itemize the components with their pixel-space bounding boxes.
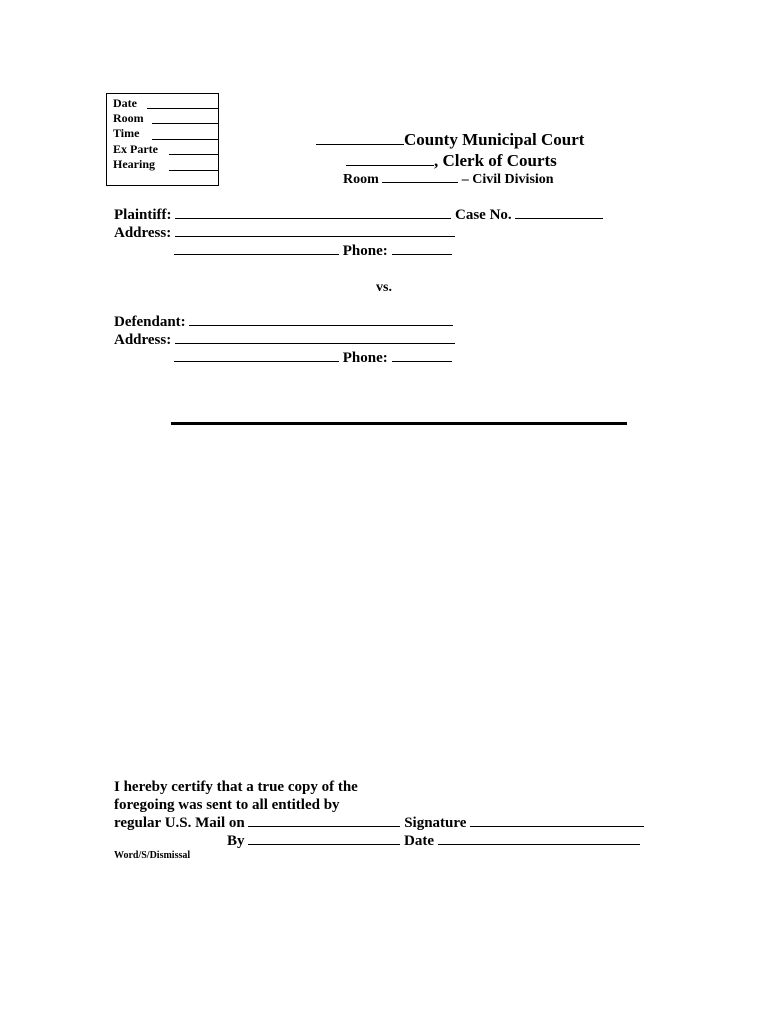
- signature-blank[interactable]: [470, 825, 644, 827]
- date-label: Date: [404, 833, 435, 849]
- defendant-phone-label: Phone:: [342, 350, 388, 366]
- time-blank[interactable]: [152, 139, 219, 140]
- defendant-address-line: [114, 332, 455, 349]
- plaintiff-phone-blank[interactable]: [392, 253, 452, 255]
- mail-date-blank[interactable]: [248, 825, 400, 827]
- county-blank[interactable]: [316, 143, 404, 145]
- plaintiff-address-line: [114, 225, 455, 242]
- defendant-line: [114, 314, 453, 331]
- ex-parte-label: Ex Parte: [113, 142, 158, 156]
- date-blank[interactable]: [147, 108, 219, 109]
- defendant-address-blank[interactable]: [175, 342, 455, 344]
- signature-label: Signature: [404, 815, 467, 831]
- plaintiff-label: Plaintiff:: [114, 207, 172, 223]
- case-number-blank[interactable]: [515, 217, 603, 219]
- court-name: County Municipal Court: [404, 130, 585, 149]
- case-no-label: Case No.: [455, 207, 512, 223]
- room-label: Room: [343, 172, 379, 187]
- defendant-address2-blank[interactable]: [174, 360, 339, 362]
- hearing-label: Hearing: [113, 157, 155, 171]
- room-blank[interactable]: [152, 123, 219, 124]
- court-title-line: [316, 130, 584, 150]
- room-number-blank[interactable]: [382, 181, 458, 183]
- defendant-name-blank[interactable]: [189, 324, 453, 326]
- date-blank[interactable]: [438, 843, 640, 845]
- form-code: Word/S/Dismissal: [114, 850, 191, 861]
- scheduling-box: [106, 93, 219, 186]
- defendant-phone-blank[interactable]: [392, 360, 452, 362]
- plaintiff-phone-line: [174, 243, 452, 260]
- mail-label: regular U.S. Mail on: [114, 815, 245, 831]
- plaintiff-line: [114, 207, 603, 224]
- plaintiff-address-blank[interactable]: [175, 235, 455, 237]
- hearing-blank[interactable]: [169, 170, 219, 171]
- defendant-phone-line: [174, 350, 452, 367]
- plaintiff-name-blank[interactable]: [175, 217, 451, 219]
- title-rule: [171, 422, 627, 425]
- certificate-line-3: [114, 815, 644, 832]
- defendant-label: Defendant:: [114, 314, 186, 330]
- certificate-line-1: I hereby certify that a true copy of the: [114, 779, 358, 795]
- ex-parte-blank[interactable]: [169, 154, 219, 155]
- plaintiff-phone-label: Phone:: [342, 243, 388, 259]
- plaintiff-address2-blank[interactable]: [174, 253, 339, 255]
- division-label: – Civil Division: [461, 172, 554, 187]
- by-blank[interactable]: [248, 843, 400, 845]
- versus-label: vs.: [376, 280, 392, 295]
- certificate-line-4: [227, 833, 640, 850]
- clerk-line: [346, 151, 557, 171]
- room-label: Room: [113, 111, 144, 125]
- by-label: By: [227, 833, 245, 849]
- room-division-line: [343, 172, 554, 188]
- time-label: Time: [113, 126, 140, 140]
- clerk-name-blank[interactable]: [346, 164, 434, 166]
- plaintiff-address-label: Address:: [114, 225, 172, 241]
- clerk-title: , Clerk of Courts: [434, 151, 557, 170]
- defendant-address-label: Address:: [114, 332, 172, 348]
- date-label: Date: [113, 96, 137, 110]
- certificate-line-2: foregoing was sent to all entitled by: [114, 797, 340, 813]
